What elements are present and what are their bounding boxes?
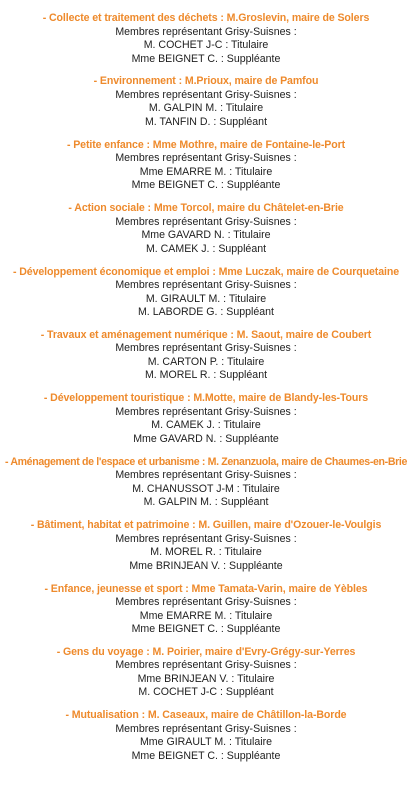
commission-title: - Collecte et traitement des déchets : M.Groslevin, maire de Solers [42,12,370,24]
commission-title: - Aménagement de l'espace et urbanisme : M. Zenanzuola, maire de Chaumes-en-Brie [4,455,408,468]
suppleant: M. MOREL R. : Suppléant [144,369,268,382]
members-label: Membres représentant Grisy-Suisnes : [115,596,297,609]
commission-amenagement-urbanisme [0,456,412,510]
suppleant: Mme BEIGNET C. : Suppléante [131,179,281,192]
titulaire: M. COCHET J-C : Titulaire [143,39,269,51]
titulaire: Mme BRINJEAN V. : Titulaire [137,672,275,685]
commission-title: - Enfance, jeunesse et sport : Mme Tamata-Varin, maire de Yèbles [44,582,368,595]
commission-enfance-jeunesse-sport [0,583,412,637]
suppleant: M. COCHET J-C : Suppléant [138,686,274,699]
commission-title: - Petite enfance : Mme Mothre, maire de Fontaine-le-Port [66,138,346,151]
suppleant: Mme BEIGNET C. : Suppléante [131,623,281,636]
commission-title: - Environnement : M.Prioux, maire de Pamfou [93,75,319,88]
suppleant: Mme GAVARD N. : Suppléante [133,432,279,445]
suppleant: Mme BRINJEAN V. : Suppléante [129,559,283,572]
members-label: Membres représentant Grisy-Suisnes : [115,342,297,355]
commission-list [0,12,412,773]
members-label: Membres représentant Grisy-Suisnes : [115,279,297,292]
members-label: Membres représentant Grisy-Suisnes : [115,405,297,418]
titulaire: M. CHANUSSOT J-M : Titulaire [132,482,280,495]
members-label: Membres représentant Grisy-Suisnes : [115,152,297,165]
suppleant: M. CAMEK J. : Suppléant [145,242,267,255]
titulaire: Mme EMARRE M. : Titulaire [139,609,273,622]
commission-title: - Travaux et aménagement numérique : M. Saout, maire de Coubert [40,328,372,341]
members-label: Membres représentant Grisy-Suisnes : [115,659,297,672]
commission-travaux-numerique [0,329,412,383]
titulaire: M. CARTON P. : Titulaire [147,355,265,368]
members-label: Membres représentant Grisy-Suisnes : [115,88,297,101]
commission-action-sociale [0,202,412,256]
commission-title: - Développement économique et emploi : Mme Luczak, maire de Courquetaine [12,265,400,278]
commission-title: - Mutualisation : M. Caseaux, maire de Châtillon-la-Borde [65,709,347,722]
commission-title: - Action sociale : Mme Torcol, maire du Châtelet-en-Brie [68,202,344,215]
members-label: Membres représentant Grisy-Suisnes : [115,215,297,228]
titulaire: Mme GAVARD N. : Titulaire [141,229,271,242]
commission-developpement-touristique [0,392,412,446]
suppleant: Mme BEIGNET C. : Suppléante [131,52,281,65]
commission-environnement [0,75,412,129]
members-label: Membres représentant Grisy-Suisnes : [115,469,297,482]
titulaire: M. GALPIN M. : Titulaire [148,102,264,115]
titulaire: Mme EMARRE M. : Titulaire [139,165,273,178]
members-label: Membres représentant Grisy-Suisnes : [115,25,297,38]
commission-gens-du-voyage [0,646,412,700]
commission-mutualisation [0,709,412,763]
suppleant: M. LABORDE G. : Suppléant [137,306,274,319]
commission-title: - Gens du voyage : M. Poirier, maire d'Evry-Grégy-sur-Yerres [56,645,356,658]
members-label: Membres représentant Grisy-Suisnes : [115,532,297,545]
titulaire: Mme GIRAULT M. : Titulaire [139,736,273,749]
commission-developpement-economique [0,266,412,320]
commission-batiment-habitat [0,519,412,573]
commission-title: - Développement touristique : M.Motte, maire de Blandy-les-Tours [43,392,369,405]
titulaire: M. CAMEK J. : Titulaire [151,419,261,432]
commission-petite-enfance [0,139,412,193]
titulaire: M. GIRAULT M. : Titulaire [145,292,267,305]
suppleant: Mme BEIGNET C. : Suppléante [131,749,281,762]
members-label: Membres représentant Grisy-Suisnes : [115,722,297,735]
commission-title: - Bâtiment, habitat et patrimoine : M. Guillen, maire d'Ozouer-le-Voulgis [30,519,382,532]
commission-collecte-dechets [0,12,412,66]
titulaire: M. MOREL R. : Titulaire [150,546,262,559]
suppleant: M. TANFIN D. : Suppléant [144,115,268,128]
suppleant: M. GALPIN M. : Suppléant [143,496,269,509]
